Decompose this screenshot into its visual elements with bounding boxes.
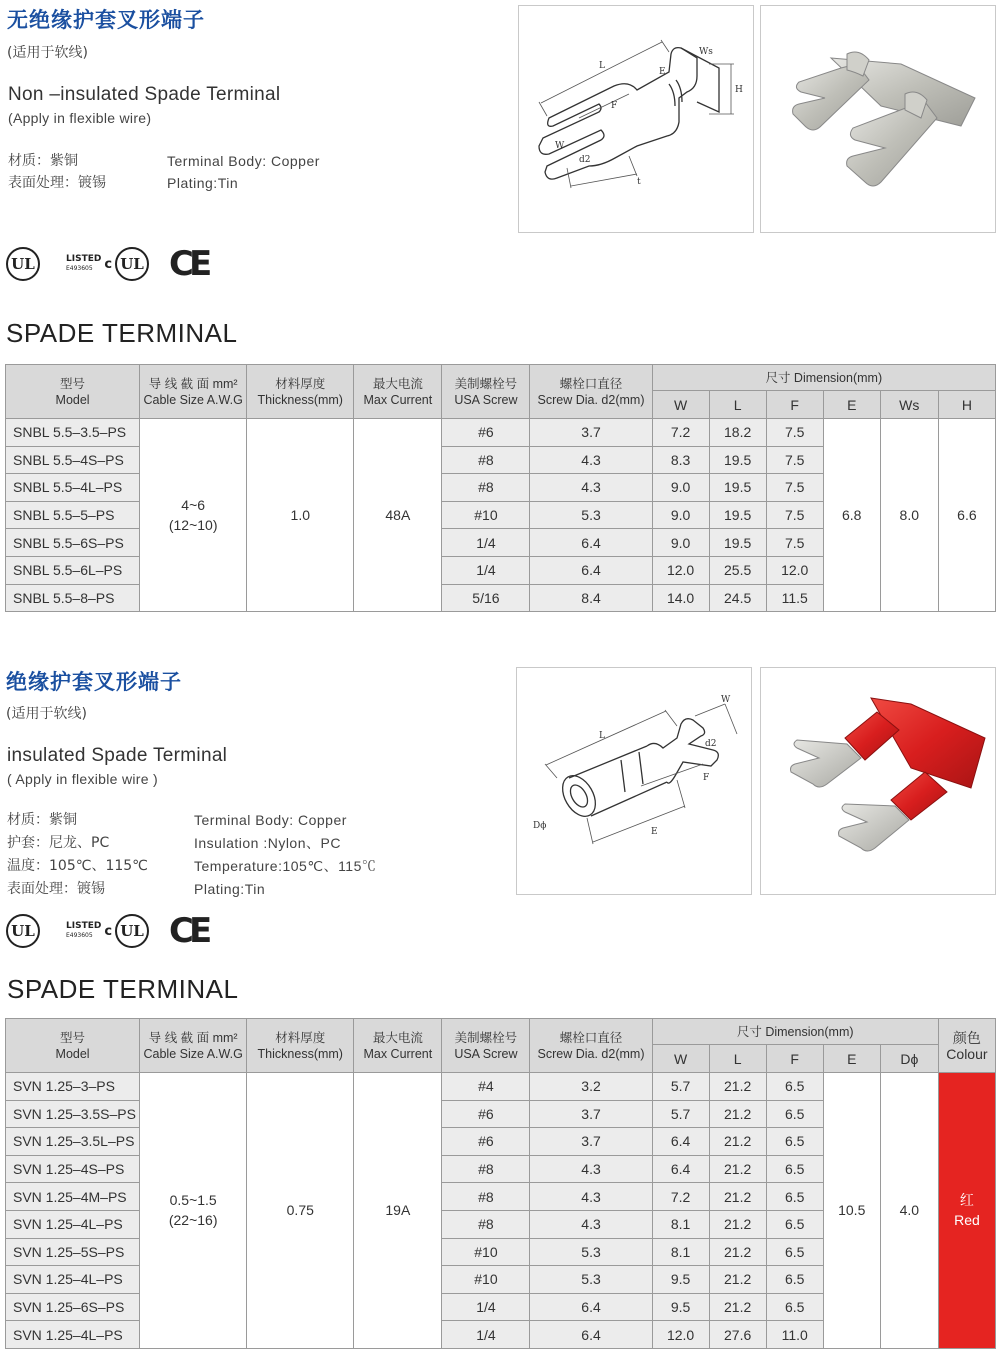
spec-sheath-cn: 护套：尼龙、PC bbox=[7, 835, 110, 851]
thickness-cell: 0.75 bbox=[247, 1073, 354, 1349]
model-cell: SVN 1.25–3.5L–PS bbox=[6, 1128, 140, 1156]
col-cable-size: 导 线 截 面 mm² Cable Size A.W.G bbox=[140, 1019, 247, 1073]
listed-ul-logo-icon: LISTED E493605 c UL bbox=[66, 914, 149, 948]
non-insulated-spade-drawing bbox=[519, 6, 753, 232]
svg-text:F: F bbox=[703, 773, 710, 783]
usa-screw-cell: 5/16 bbox=[442, 584, 530, 612]
model-cell: SVN 1.25–4L–PS bbox=[6, 1210, 140, 1238]
section2-certifications bbox=[6, 911, 208, 951]
col-model: 型号 Model bbox=[6, 365, 140, 419]
usa-screw-cell: #8 bbox=[442, 474, 530, 502]
section2-en-sub: ( Apply in flexible wire ) bbox=[7, 771, 158, 787]
header-row bbox=[6, 365, 996, 391]
spec-material-en: Terminal Body: Copper bbox=[194, 812, 347, 828]
usa-screw-cell: #10 bbox=[442, 1266, 530, 1294]
model-cell: SNBL 5.5–8–PS bbox=[6, 584, 140, 612]
section2-spec-table bbox=[5, 1018, 996, 1349]
dim-f-cell: 6.5 bbox=[766, 1183, 823, 1211]
spec-temperature-en: Temperature:105℃、115℃ bbox=[194, 858, 377, 874]
usa-screw-cell: #8 bbox=[442, 446, 530, 474]
spec-material-cn: 材质：紫铜 bbox=[7, 812, 77, 828]
dim-f-cell: 6.5 bbox=[766, 1155, 823, 1183]
dim-d-cell: 4.0 bbox=[880, 1073, 938, 1349]
model-cell: SVN 1.25–4L–PS bbox=[6, 1321, 140, 1349]
spec-material-cn: 材质：紫铜 bbox=[8, 153, 78, 169]
section1-cn-title: 无绝缘护套叉形端子 bbox=[7, 8, 205, 32]
usa-screw-cell: 1/4 bbox=[442, 529, 530, 557]
usa-screw-cell: #6 bbox=[442, 1128, 530, 1156]
model-cell: SNBL 5.5–5–PS bbox=[6, 501, 140, 529]
model-cell: SNBL 5.5–3.5–PS bbox=[6, 419, 140, 447]
usa-screw-cell: #8 bbox=[442, 1183, 530, 1211]
insulated-spade-drawing bbox=[517, 668, 751, 894]
dim-f-cell: 7.5 bbox=[766, 474, 823, 502]
section2-table-title: SPADE TERMINAL bbox=[7, 974, 239, 1004]
col-usa-screw: 美制螺栓号 USA Screw bbox=[442, 365, 530, 419]
dim-f-cell: 11.0 bbox=[766, 1321, 823, 1349]
col-cable-size: 导 线 截 面 mm² Cable Size A.W.G bbox=[140, 365, 247, 419]
model-cell: SVN 1.25–3.5S–PS bbox=[6, 1100, 140, 1128]
col-screw-dia: 螺栓口直径 Screw Dia. d2(mm) bbox=[530, 365, 652, 419]
col-max-current: 最大电流 Max Current bbox=[354, 1019, 442, 1073]
dim-w-cell: 6.4 bbox=[652, 1128, 709, 1156]
svg-text:d2: d2 bbox=[579, 155, 591, 165]
ce-mark-icon: CE bbox=[169, 911, 208, 951]
dim-e-cell: 6.8 bbox=[823, 419, 880, 612]
screw-dia-cell: 6.4 bbox=[530, 1321, 652, 1349]
dim-w-cell: 5.7 bbox=[652, 1100, 709, 1128]
dim-w-cell: 14.0 bbox=[652, 584, 709, 612]
screw-dia-cell: 5.3 bbox=[530, 1266, 652, 1294]
usa-screw-cell: #8 bbox=[442, 1210, 530, 1238]
svg-text:F: F bbox=[611, 101, 618, 111]
col-f: F bbox=[766, 1045, 823, 1073]
section2-photo-box bbox=[760, 667, 996, 895]
usa-screw-cell: 1/4 bbox=[442, 1293, 530, 1321]
dim-l-cell: 19.5 bbox=[709, 529, 766, 557]
thickness-cell: 1.0 bbox=[247, 419, 354, 612]
svg-text:E: E bbox=[651, 827, 658, 837]
svg-text:L: L bbox=[599, 61, 605, 71]
colour-label: Red bbox=[954, 1212, 980, 1229]
dim-l-cell: 21.2 bbox=[709, 1266, 766, 1294]
dim-w-cell: 9.0 bbox=[652, 501, 709, 529]
spec-plating-cn: 表面处理：镀锡 bbox=[7, 881, 105, 897]
svg-text:H: H bbox=[735, 85, 743, 95]
spec-insulation-en: Insulation :Nylon、PC bbox=[194, 835, 341, 851]
usa-screw-cell: 1/4 bbox=[442, 1321, 530, 1349]
svg-text:W: W bbox=[555, 141, 565, 151]
dim-f-cell: 6.5 bbox=[766, 1293, 823, 1321]
col-colour: 颜色 Colour bbox=[938, 1019, 995, 1073]
dim-l-cell: 24.5 bbox=[709, 584, 766, 612]
model-cell: SVN 1.25–6S–PS bbox=[6, 1293, 140, 1321]
svg-text:d2: d2 bbox=[705, 739, 717, 749]
model-cell: SVN 1.25–4M–PS bbox=[6, 1183, 140, 1211]
section1-diagram-box bbox=[518, 5, 754, 233]
dim-f-cell: 12.0 bbox=[766, 556, 823, 584]
col-f: F bbox=[766, 391, 823, 419]
usa-screw-cell: #10 bbox=[442, 1238, 530, 1266]
model-cell: SVN 1.25–4S–PS bbox=[6, 1155, 140, 1183]
col-thickness: 材料厚度 Thickness(mm) bbox=[247, 1019, 354, 1073]
screw-dia-cell: 8.4 bbox=[530, 584, 652, 612]
dim-w-cell: 9.5 bbox=[652, 1266, 709, 1294]
screw-dia-cell: 4.3 bbox=[530, 1155, 652, 1183]
section2-specs-cn bbox=[7, 809, 148, 901]
col-usa-screw: 美制螺栓号 USA Screw bbox=[442, 1019, 530, 1073]
dim-h-cell: 6.6 bbox=[938, 419, 995, 612]
screw-dia-cell: 4.3 bbox=[530, 474, 652, 502]
table-row bbox=[6, 419, 996, 447]
dim-l-cell: 21.2 bbox=[709, 1100, 766, 1128]
section1-specs-en bbox=[167, 150, 320, 194]
dim-f-cell: 6.5 bbox=[766, 1266, 823, 1294]
dim-l-cell: 19.5 bbox=[709, 501, 766, 529]
max-current-cell: 19A bbox=[354, 1073, 442, 1349]
dim-w-cell: 9.5 bbox=[652, 1293, 709, 1321]
dim-l-cell: 21.2 bbox=[709, 1183, 766, 1211]
dim-l-cell: 21.2 bbox=[709, 1155, 766, 1183]
listed-ul-logo-icon: LISTED E493605 c UL bbox=[66, 247, 149, 281]
usa-screw-cell: 1/4 bbox=[442, 556, 530, 584]
svg-text:L: L bbox=[599, 731, 605, 741]
dim-f-cell: 7.5 bbox=[766, 419, 823, 447]
svg-text:E: E bbox=[659, 67, 666, 77]
dim-l-cell: 21.2 bbox=[709, 1293, 766, 1321]
dim-l-cell: 25.5 bbox=[709, 556, 766, 584]
section1-spec-table bbox=[5, 364, 996, 612]
dim-e-cell: 10.5 bbox=[823, 1073, 880, 1349]
ul-logo-icon: UL bbox=[6, 247, 40, 281]
cable-size-mm2: 4~6 bbox=[181, 497, 206, 514]
screw-dia-cell: 4.3 bbox=[530, 1210, 652, 1238]
section2-diagram-box bbox=[516, 667, 752, 895]
dim-w-cell: 9.0 bbox=[652, 529, 709, 557]
dim-l-cell: 18.2 bbox=[709, 419, 766, 447]
ul-logo-icon: UL bbox=[6, 914, 40, 948]
dim-l-cell: 19.5 bbox=[709, 446, 766, 474]
usa-screw-cell: #10 bbox=[442, 501, 530, 529]
col-d: Dϕ bbox=[880, 1045, 938, 1073]
col-thickness: 材料厚度 Thickness(mm) bbox=[247, 365, 354, 419]
section1-photo-box bbox=[760, 5, 996, 233]
ce-mark-icon: CE bbox=[169, 244, 208, 284]
section1-table-title: SPADE TERMINAL bbox=[6, 318, 238, 348]
model-cell: SVN 1.25–4L–PS bbox=[6, 1266, 140, 1294]
col-w: W bbox=[652, 1045, 709, 1073]
spec-material-en: Terminal Body: Copper bbox=[167, 153, 320, 169]
dim-l-cell: 27.6 bbox=[709, 1321, 766, 1349]
col-e: E bbox=[823, 391, 880, 419]
model-cell: SVN 1.25–5S–PS bbox=[6, 1238, 140, 1266]
section1-certifications bbox=[6, 244, 208, 284]
dim-w-cell: 7.2 bbox=[652, 419, 709, 447]
colour-cell bbox=[938, 1073, 995, 1349]
col-l: L bbox=[709, 391, 766, 419]
col-h: H bbox=[938, 391, 995, 419]
screw-dia-cell: 3.7 bbox=[530, 419, 652, 447]
screw-dia-cell: 4.3 bbox=[530, 1183, 652, 1211]
dim-f-cell: 6.5 bbox=[766, 1210, 823, 1238]
usa-screw-cell: #6 bbox=[442, 419, 530, 447]
section2-cn-title: 绝缘护套叉形端子 bbox=[6, 670, 182, 694]
cable-size-mm2: 0.5~1.5 bbox=[169, 1192, 217, 1209]
screw-dia-cell: 5.3 bbox=[530, 501, 652, 529]
screw-dia-cell: 3.7 bbox=[530, 1100, 652, 1128]
model-cell: SNBL 5.5–4L–PS bbox=[6, 474, 140, 502]
col-dimension: 尺寸 Dimension(mm) bbox=[652, 365, 995, 391]
col-model: 型号 Model bbox=[6, 1019, 140, 1073]
dim-l-cell: 21.2 bbox=[709, 1210, 766, 1238]
cable-size-awg: (12~10) bbox=[168, 517, 218, 534]
dim-w-cell: 8.1 bbox=[652, 1210, 709, 1238]
col-screw-dia: 螺栓口直径 Screw Dia. d2(mm) bbox=[530, 1019, 652, 1073]
usa-screw-cell: #6 bbox=[442, 1100, 530, 1128]
dim-f-cell: 7.5 bbox=[766, 446, 823, 474]
dim-w-cell: 9.0 bbox=[652, 474, 709, 502]
dim-f-cell: 6.5 bbox=[766, 1100, 823, 1128]
dim-w-cell: 7.2 bbox=[652, 1183, 709, 1211]
svg-text:Ws: Ws bbox=[699, 47, 713, 57]
screw-dia-cell: 4.3 bbox=[530, 446, 652, 474]
dim-l-cell: 21.2 bbox=[709, 1073, 766, 1101]
dim-l-cell: 21.2 bbox=[709, 1128, 766, 1156]
col-w: W bbox=[652, 391, 709, 419]
model-cell: SVN 1.25–3–PS bbox=[6, 1073, 140, 1101]
dim-f-cell: 6.5 bbox=[766, 1073, 823, 1101]
max-current-cell: 48A bbox=[354, 419, 442, 612]
model-cell: SNBL 5.5–6L–PS bbox=[6, 556, 140, 584]
dim-w-cell: 8.3 bbox=[652, 446, 709, 474]
spec-plating-en: Plating:Tin bbox=[194, 881, 266, 897]
spec-temperature-cn: 温度：105℃、115℃ bbox=[7, 858, 148, 874]
dim-w-cell: 6.4 bbox=[652, 1155, 709, 1183]
section1-specs-cn bbox=[8, 150, 106, 194]
section2-cn-sub: (适用于软线) bbox=[6, 706, 87, 722]
copper-spade-terminal-photo bbox=[761, 6, 995, 232]
dim-f-cell: 6.5 bbox=[766, 1128, 823, 1156]
dim-f-cell: 7.5 bbox=[766, 529, 823, 557]
dim-w-cell: 12.0 bbox=[652, 1321, 709, 1349]
col-e: E bbox=[823, 1045, 880, 1073]
table-row bbox=[6, 1073, 996, 1101]
section2-en-title: insulated Spade Terminal bbox=[7, 745, 228, 766]
dim-f-cell: 7.5 bbox=[766, 501, 823, 529]
col-dimension: 尺寸 Dimension(mm) bbox=[652, 1019, 938, 1045]
section2-specs-en bbox=[194, 809, 376, 901]
cable-size-awg: (22~16) bbox=[168, 1212, 218, 1229]
red-insulated-spade-photo bbox=[761, 668, 995, 894]
screw-dia-cell: 6.4 bbox=[530, 556, 652, 584]
spec-plating-en: Plating:Tin bbox=[167, 175, 239, 191]
svg-text:t: t bbox=[637, 177, 641, 187]
section1-cn-sub: (适用于软线) bbox=[7, 45, 88, 61]
cable-size-cell bbox=[140, 1073, 247, 1349]
spec-plating-cn: 表面处理：镀锡 bbox=[8, 175, 106, 191]
dim-w-cell: 8.1 bbox=[652, 1238, 709, 1266]
dim-w-cell: 12.0 bbox=[652, 556, 709, 584]
screw-dia-cell: 6.4 bbox=[530, 529, 652, 557]
col-max-current: 最大电流 Max Current bbox=[354, 365, 442, 419]
screw-dia-cell: 3.2 bbox=[530, 1073, 652, 1101]
usa-screw-cell: #8 bbox=[442, 1155, 530, 1183]
col-ws: Ws bbox=[880, 391, 938, 419]
cable-size-cell bbox=[140, 419, 247, 612]
colour-label: 红 bbox=[959, 1192, 974, 1209]
dim-ws-cell: 8.0 bbox=[880, 419, 938, 612]
screw-dia-cell: 3.7 bbox=[530, 1128, 652, 1156]
section1-en-title: Non –insulated Spade Terminal bbox=[8, 84, 281, 105]
model-cell: SNBL 5.5–4S–PS bbox=[6, 446, 140, 474]
svg-text:Dϕ: Dϕ bbox=[533, 821, 547, 831]
screw-dia-cell: 6.4 bbox=[530, 1293, 652, 1321]
section1-en-sub: (Apply in flexible wire) bbox=[8, 110, 152, 126]
dim-w-cell: 5.7 bbox=[652, 1073, 709, 1101]
col-l: L bbox=[709, 1045, 766, 1073]
screw-dia-cell: 5.3 bbox=[530, 1238, 652, 1266]
dim-l-cell: 21.2 bbox=[709, 1238, 766, 1266]
dim-f-cell: 6.5 bbox=[766, 1238, 823, 1266]
model-cell: SNBL 5.5–6S–PS bbox=[6, 529, 140, 557]
header-row bbox=[6, 1019, 996, 1045]
usa-screw-cell: #4 bbox=[442, 1073, 530, 1101]
dim-l-cell: 19.5 bbox=[709, 474, 766, 502]
svg-text:W: W bbox=[721, 695, 731, 705]
dim-f-cell: 11.5 bbox=[766, 584, 823, 612]
